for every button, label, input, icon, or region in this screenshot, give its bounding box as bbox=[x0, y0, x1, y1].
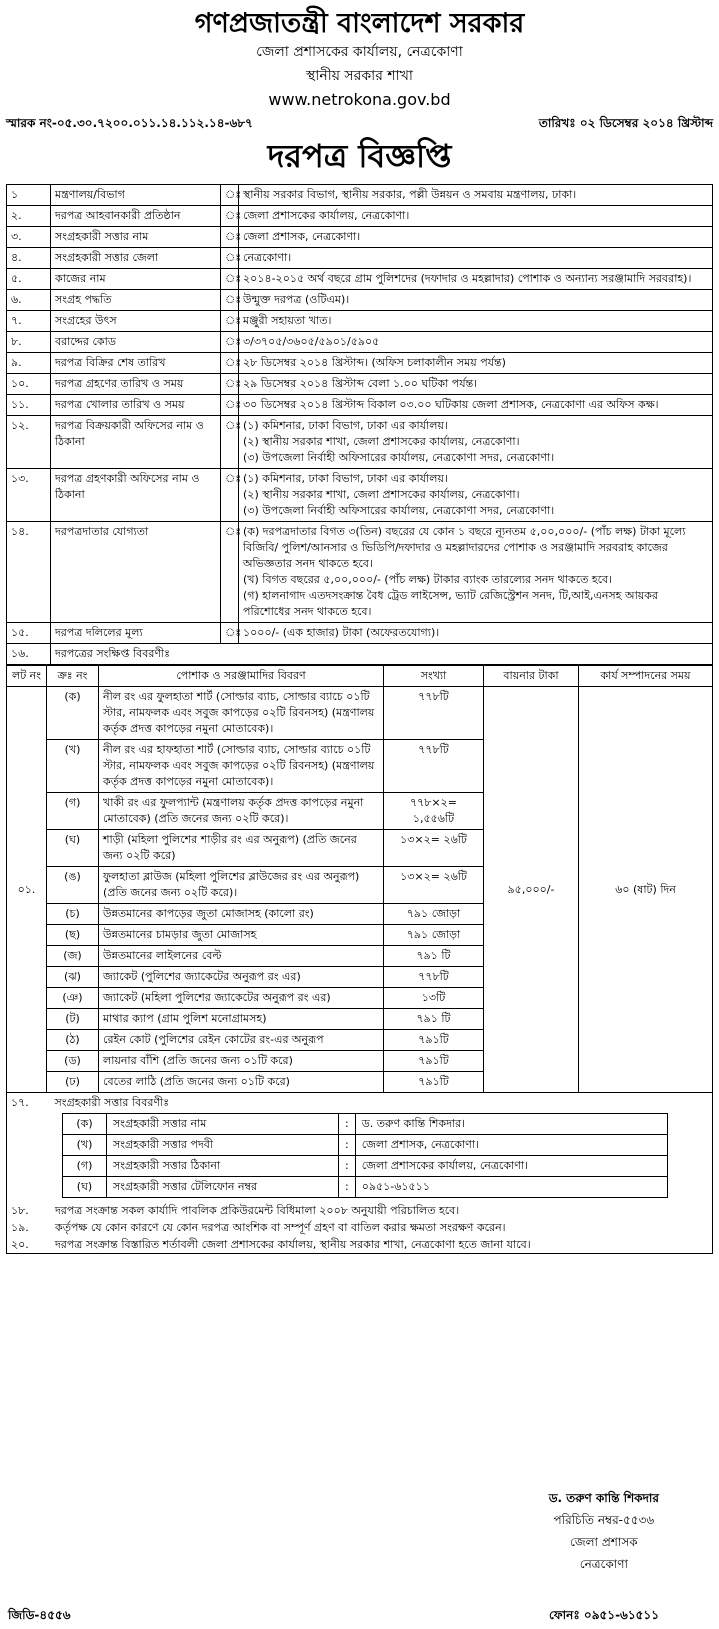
lot-number: ০১. bbox=[7, 687, 47, 1093]
item-description: জ্যাকেট (পুলিশের জ্যাকেটের অনুরূপ রং এর) bbox=[99, 967, 384, 988]
detail-row bbox=[7, 227, 713, 248]
row-value: ২৮ ডিসেম্বর ২০১৪ খ্রিস্টাব্দ। (অফিস চলাকালীন সময় পর্যন্ত) bbox=[239, 353, 713, 374]
row-number: ১৪. bbox=[7, 522, 51, 623]
row-label: দরপত্রের সংক্ষিপ্ত বিবরণীঃ bbox=[51, 644, 713, 665]
value-line: (ক) দরপত্রদাতার বিগত ৩(তিন) বছরের যে কোন ১ বছরে ন্যূনতম ৫,০০,০০০/- (পাঁচ লক্ষ) টাকা মূল্যে বিজিবি/ পুলিশ/আনসার ও ভিডিপি/দফাদার ও মহল্লাদারদের পোশাক ও সরঞ্জামাদি সরবরাহ কাজের অভিজ্ঞতার সনদ থাকতে হবে। bbox=[243, 525, 686, 570]
item-sl: (ট) bbox=[47, 1009, 99, 1030]
contact-wrapper bbox=[6, 1113, 713, 1202]
item-quantity: ১৩×২= ২৬টি bbox=[384, 867, 484, 904]
items-header-row bbox=[7, 666, 713, 687]
website-link[interactable]: www.netrokona.gov.bd bbox=[268, 90, 451, 109]
item-description: লায়নার বাঁশি (প্রতি জনের জন্য ০১টি করে) bbox=[99, 1051, 384, 1072]
row-colon: ঃ bbox=[221, 269, 239, 290]
item-sl: (চ) bbox=[47, 904, 99, 925]
phone-number: ফোনঃ ০৯৫১-৬১৫১১ bbox=[549, 1608, 659, 1622]
row-number: ১৭. bbox=[7, 1093, 51, 1113]
item-sl: (ঙ) bbox=[47, 867, 99, 904]
row-colon: ঃ bbox=[221, 332, 239, 353]
table-row bbox=[7, 687, 713, 740]
header bbox=[6, 8, 713, 112]
row-value bbox=[239, 522, 713, 623]
detail-row bbox=[7, 623, 713, 644]
row-value: ২০১৪-২০১৫ অর্থ বছরে গ্রাম পুলিশদের (দফাদার ও মহল্লাদার) পোশাক ও অন্যান্য সরঞ্জামাদি সরবরাহ)। bbox=[239, 269, 713, 290]
row-label: দরপত্র বিক্রয়কারী অফিসের নাম ও ঠিকানা bbox=[51, 416, 221, 469]
item-sl: (ঠ) bbox=[47, 1030, 99, 1051]
row-number: ৯. bbox=[7, 353, 51, 374]
row-label: দরপত্র খোলার তারিখ ও সময় bbox=[51, 395, 221, 416]
row-number: ১৫. bbox=[7, 623, 51, 644]
items-table bbox=[6, 665, 713, 1093]
item-quantity: ৭৭৮টি bbox=[384, 740, 484, 793]
row-colon: ঃ bbox=[221, 623, 239, 644]
detail-row bbox=[7, 311, 713, 332]
note-text: দরপত্র সংক্রান্ত সকল কার্যাদি পাবলিক প্রকিউরমেন্ট বিধিমালা ২০০৮ অনুযায়ী পরিচালিত হবে। bbox=[55, 1204, 460, 1217]
contact-colon: : bbox=[339, 1135, 356, 1156]
item-quantity: ৭৭৮টি bbox=[384, 967, 484, 988]
item-quantity: ১৩টি bbox=[384, 988, 484, 1009]
item-quantity: ৭৯১ জোড়া bbox=[384, 925, 484, 946]
contact-row bbox=[63, 1177, 668, 1198]
item-description: মাথার ক্যাপ (গ্রাম পুলিশ মনোগ্রামসহ) bbox=[99, 1009, 384, 1030]
row-colon: ঃ bbox=[221, 416, 239, 469]
item-sl: (ড) bbox=[47, 1051, 99, 1072]
note-row bbox=[7, 1202, 712, 1219]
contact-row bbox=[63, 1156, 668, 1177]
item-quantity: ৭৯১ টি bbox=[384, 946, 484, 967]
row-colon: ঃ bbox=[221, 395, 239, 416]
contact-row bbox=[63, 1135, 668, 1156]
branch-name: স্থানীয় সরকার শাখা bbox=[306, 68, 413, 84]
item-description: নীল রং এর হাফহাতা শার্ট (সোল্ডার ব্যাচ, সোল্ডার ব্যাচে ০১টি স্টার, নামফলক এবং সবুজ কাপড়ের ০২টি রিবনসহ) (মন্ত্রণালয় কর্তৃক প্রদত্ত কাপড়ের নমুনা মোতাবেক)। bbox=[99, 740, 384, 793]
item-quantity: ৭৯১ জোড়া bbox=[384, 904, 484, 925]
note-number: ১৯. bbox=[11, 1221, 29, 1234]
row-value: নেত্রকোণা। bbox=[239, 248, 713, 269]
row-label: সংগ্রহকারী সত্তার নাম bbox=[51, 227, 221, 248]
detail-row bbox=[7, 185, 713, 206]
item-description: উন্নতমানের চামড়ার জুতা মোজাসহ bbox=[99, 925, 384, 946]
item-quantity: ৭৯১টি bbox=[384, 1072, 484, 1093]
signature-block bbox=[549, 1487, 659, 1575]
row-value: ২৯ ডিসেম্বর ২০১৪ খ্রিস্টাব্দ বেলা ১.০০ ঘটিকা পর্যন্ত। bbox=[239, 374, 713, 395]
memo-number: স্মারক নং-০৫.৩০.৭২০০.০১১.১৪.১১২.১৪-৬৮৭ bbox=[6, 116, 253, 130]
signatory-title: জেলা প্রশাসক bbox=[570, 1535, 638, 1549]
notes-list bbox=[6, 1202, 713, 1254]
contact-value: ০৯৫১-৬১৫১১ bbox=[355, 1177, 667, 1198]
row-label: মন্ত্রণালয়/বিভাগ bbox=[51, 185, 221, 206]
item-quantity: ৭৭৮×২= ১,৫৫৬টি bbox=[384, 793, 484, 830]
row-number: ২. bbox=[7, 206, 51, 227]
row-label: সংগ্রহের উৎস bbox=[51, 311, 221, 332]
value-line: (১) কমিশনার, ঢাকা বিভাগ, ঢাকা এর কার্যালয়। bbox=[243, 472, 448, 485]
row-colon: ঃ bbox=[221, 290, 239, 311]
contact-value: ড. তরুণ কান্তি শিকদার। bbox=[355, 1114, 667, 1135]
row-label: কাজের নাম bbox=[51, 269, 221, 290]
note-text: দরপত্র সংক্রান্ত বিস্তারিত শর্তাবলী জেলা প্রশাসকের কার্যালয়, স্থানীয় সরকার শাখা, নেত্রকোণা হতে জানা যাবে। bbox=[55, 1238, 531, 1251]
item-quantity: ৭৭৮টি bbox=[384, 687, 484, 740]
contact-value: জেলা প্রশাসকের কার্যালয়, নেত্রকোণা। bbox=[355, 1156, 667, 1177]
value-line: (৩) উপজেলা নির্বাহী অফিসারের কার্যালয়, নেত্রকোণা সদর, নেত্রকোণা। bbox=[243, 504, 555, 517]
memo-line bbox=[6, 114, 713, 132]
row-value: স্থানীয় সরকার বিভাগ, স্থানীয় সরকার, পল্লী উন্নয়ন ও সমবায় মন্ত্রণালয়, ঢাকা। bbox=[239, 185, 713, 206]
earnest-money: ৯৫,০০০/- bbox=[484, 687, 579, 1093]
qty-header: সংখ্যা bbox=[384, 666, 484, 687]
contact-colon: : bbox=[339, 1114, 356, 1135]
item-sl: (ক) bbox=[47, 687, 99, 740]
office-name: জেলা প্রশাসকের কার্যালয়, নেত্রকোণা bbox=[256, 44, 463, 60]
sl-header: ক্রঃ নং bbox=[47, 666, 99, 687]
row-colon: ঃ bbox=[221, 206, 239, 227]
item-description: রেইন কোট (পুলিশের রেইন কোটের রং-এর অনুরূপ bbox=[99, 1030, 384, 1051]
item-quantity: ১৩×২= ২৬টি bbox=[384, 830, 484, 867]
contact-row bbox=[63, 1114, 668, 1135]
row-colon: ঃ bbox=[221, 248, 239, 269]
row-value: মঞ্জুরী সহায়তা খাত। bbox=[239, 311, 713, 332]
item-sl: (ঞ) bbox=[47, 988, 99, 1009]
item-description: উন্নতমানের লাইলনের বেল্ট bbox=[99, 946, 384, 967]
contact-sl: (গ) bbox=[63, 1156, 107, 1177]
note-number: ১৮. bbox=[11, 1204, 29, 1217]
item-quantity: ৭৯১টি bbox=[384, 1030, 484, 1051]
contact-label: সংগ্রহকারী সত্তার নাম bbox=[107, 1114, 339, 1135]
item-description: উন্নতমানের কাপড়ের জুতা মোজাসহ (কালো রং) bbox=[99, 904, 384, 925]
note-row bbox=[7, 1219, 712, 1236]
detail-row bbox=[7, 522, 713, 623]
row-value: ৩০ ডিসেম্বর ২০১৪ খ্রিস্টাব্দ বিকাল ০৩.০০ ঘটিকায় জেলা প্রশাসক, নেত্রকোণা এর অফিস কক্ষ। bbox=[239, 395, 713, 416]
detail-row bbox=[7, 416, 713, 469]
completion-time: ৬০ (ষাট) দিন bbox=[579, 687, 713, 1093]
row-number: ১৬. bbox=[7, 644, 51, 665]
row-colon: ঃ bbox=[221, 311, 239, 332]
signatory-name: ড. তরুণ কান্তি শিকদার bbox=[548, 1491, 659, 1505]
contact-sl: (খ) bbox=[63, 1135, 107, 1156]
contact-colon: : bbox=[339, 1177, 356, 1198]
row-label: দরপত্র দলিলের মূল্য bbox=[51, 623, 221, 644]
value-line: (খ) বিগত বছরের ৫,০০,০০০/- (পাঁচ লক্ষ) টাকার ব্যাংক তারল্যের সনদ থাকতে হবে। bbox=[243, 573, 613, 586]
page-title: দরপত্র বিজ্ঞপ্তি bbox=[267, 137, 452, 175]
row-number: ১ bbox=[7, 185, 51, 206]
value-line: (২) স্থানীয় সরকার শাখা, জেলা প্রশাসকের কার্যালয়, নেত্রকোণা। bbox=[243, 435, 520, 448]
row-number: ৪. bbox=[7, 248, 51, 269]
earnest-header: বায়নার টাকা bbox=[484, 666, 579, 687]
contact-colon: : bbox=[339, 1156, 356, 1177]
row-number: ১১. bbox=[7, 395, 51, 416]
item-description: খাকী রং এর ফুলপ্যান্ট (মন্ত্রণালয় কর্তৃক প্রদত্ত কাপড়ের নমুনা মোতাবেক) (প্রতি জনের জন্য ০২টি করে)। bbox=[99, 793, 384, 830]
row-value: উন্মুক্ত দরপত্র (ওটিএম)। bbox=[239, 290, 713, 311]
detail-row bbox=[7, 353, 713, 374]
row-number: ১২. bbox=[7, 416, 51, 469]
detail-row bbox=[7, 290, 713, 311]
row-number: ৬. bbox=[7, 290, 51, 311]
row-value bbox=[239, 469, 713, 522]
contact-sl: (ক) bbox=[63, 1114, 107, 1135]
item-description: ফুলহাতা ব্লাউজ (মহিলা পুলিশের ব্লাউজের রং এর অনুরূপ) (প্রতি জনের জন্য ০২টি করে)। bbox=[99, 867, 384, 904]
detail-row bbox=[7, 248, 713, 269]
row-number: ১৩. bbox=[7, 469, 51, 522]
row-label: সংগ্রহকারী সত্তার জেলা bbox=[51, 248, 221, 269]
value-line: (২) স্থানীয় সরকার শাখা, জেলা প্রশাসকের কার্যালয়, নেত্রকোণা। bbox=[243, 488, 520, 501]
row-value: জেলা প্রশাসকের কার্যালয়, নেত্রকোণা। bbox=[239, 206, 713, 227]
note-number: ২০. bbox=[11, 1238, 29, 1251]
contact-label: সংগ্রহকারী সত্তার ঠিকানা bbox=[107, 1156, 339, 1177]
row-number: ৩. bbox=[7, 227, 51, 248]
note-row bbox=[7, 1236, 712, 1253]
signatory-id: পরিচিতি নম্বর-৫৫৩৬ bbox=[553, 1513, 655, 1527]
row-number: ৭. bbox=[7, 311, 51, 332]
contact-sl: (ঘ) bbox=[63, 1177, 107, 1198]
row-label: দরপত্র বিক্রির শেষ তারিখ bbox=[51, 353, 221, 374]
item-sl: (গ) bbox=[47, 793, 99, 830]
row-value bbox=[239, 416, 713, 469]
lot-header: লট নং bbox=[7, 666, 47, 687]
item-description: নীল রং এর ফুলহাতা শার্ট (সোল্ডার ব্যাচ, সোল্ডার ব্যাচে ০১টি স্টার, নামফলক এবং সবুজ কাপড়ের ০২টি রিবনসহ) (মন্ত্রণালয় কর্তৃক প্রদত্ত কাপড়ের নমুনা মোতাবেক)। bbox=[99, 687, 384, 740]
detail-row bbox=[7, 206, 713, 227]
item-description: শাড়ী (মহিলা পুলিশের শাড়ীর রং এর অনুরূপ) (প্রতি জনের জন্য ০২টি করে) bbox=[99, 830, 384, 867]
row-label: দরপত্র আহবানকারী প্রতিষ্ঠান bbox=[51, 206, 221, 227]
contact-label: সংগ্রহকারী সত্তার টেলিফোন নম্বর bbox=[107, 1177, 339, 1198]
item-description: বেতের লাঠি (প্রতি জনের জন্য ০১টি করে) bbox=[99, 1072, 384, 1093]
row-colon: ঃ bbox=[221, 227, 239, 248]
gd-number: জিডি-৪৫৫৬ bbox=[8, 1608, 71, 1622]
row-label: বরাদ্দের কোড bbox=[51, 332, 221, 353]
contact-table bbox=[62, 1113, 668, 1198]
value-line: (১) কমিশনার, ঢাকা বিভাগ, ঢাকা এর কার্যালয়। bbox=[243, 419, 448, 432]
signatory-place: নেত্রকোণা bbox=[579, 1557, 628, 1571]
value-line: (গ) হালনাগাদ এতদসংক্রান্ত বৈধ ট্রেড লাইসেন্স, ভ্যাট রেজিস্ট্রেশন সনদ, টি,আই,এনসহ আয়কর পরিশোধের সনদ থাকতে হবে। bbox=[243, 589, 659, 618]
detail-row bbox=[7, 332, 713, 353]
memo-date: তারিখঃ ০২ ডিসেম্বর ২০১৪ খ্রিস্টাব্দ bbox=[538, 116, 713, 130]
row-colon: ঃ bbox=[221, 374, 239, 395]
row-number: ৫. bbox=[7, 269, 51, 290]
detail-row bbox=[7, 644, 713, 665]
item-quantity: ৭৯১টি bbox=[384, 1051, 484, 1072]
desc-header: পোশাক ও সরঞ্জামাদির বিবরণ bbox=[99, 666, 384, 687]
government-title: গণপ্রজাতন্ত্রী বাংলাদেশ সরকার bbox=[194, 8, 525, 39]
row-colon: ঃ bbox=[221, 469, 239, 522]
item-sl: (ঘ) bbox=[47, 830, 99, 867]
detail-row bbox=[7, 395, 713, 416]
row-number: ১০. bbox=[7, 374, 51, 395]
row-label: দরপত্রদাতার যোগ্যতা bbox=[51, 522, 221, 623]
note-text: কর্তৃপক্ষ যে কোন কারণে যে কোন দরপত্র আংশিক বা সম্পূর্ণ গ্রহণ বা বাতিল করার ক্ষমতা সংরক্ষণ করেন। bbox=[55, 1221, 506, 1234]
row-label: সংগ্রহকারী সত্তার বিবরণীঃ bbox=[51, 1093, 713, 1113]
row-colon: ঃ bbox=[221, 353, 239, 374]
row-value: ১০০০/- (এক হাজার) টাকা (অফেরতযোগ্য)। bbox=[239, 623, 713, 644]
item-quantity: ৭৯১ টি bbox=[384, 1009, 484, 1030]
contact-label: সংগ্রহকারী সত্তার পদবী bbox=[107, 1135, 339, 1156]
time-header: কার্য সম্পাদনের সময় bbox=[579, 666, 713, 687]
item-sl: (ঢ) bbox=[47, 1072, 99, 1093]
item-sl: (ঝ) bbox=[47, 967, 99, 988]
row-colon: ঃ bbox=[221, 185, 239, 206]
detail-row bbox=[7, 469, 713, 522]
tender-details-table bbox=[6, 184, 713, 665]
row-value: জেলা প্রশাসক, নেত্রকোণা। bbox=[239, 227, 713, 248]
item-sl: (ছ) bbox=[47, 925, 99, 946]
row-label: দরপত্র গ্রহণকারী অফিসের নাম ও ঠিকানা bbox=[51, 469, 221, 522]
item-sl: (জ) bbox=[47, 946, 99, 967]
row-label: দরপত্র গ্রহণের তারিখ ও সময় bbox=[51, 374, 221, 395]
row-colon: ঃ bbox=[221, 522, 239, 623]
row-number: ৮. bbox=[7, 332, 51, 353]
contact-value: জেলা প্রশাসক, নেত্রকোণা। bbox=[355, 1135, 667, 1156]
item-description: জ্যাকেট (মহিলা পুলিশের জ্যাকেটের অনুরূপ রং এর) bbox=[99, 988, 384, 1009]
detail-row bbox=[7, 269, 713, 290]
item-sl: (খ) bbox=[47, 740, 99, 793]
procuring-entity-row bbox=[6, 1093, 713, 1113]
row-label: সংগ্রহ পদ্ধতি bbox=[51, 290, 221, 311]
detail-row bbox=[7, 374, 713, 395]
value-line: (৩) উপজেলা নির্বাহী অফিসারের কার্যালয়, নেত্রকোণা সদর, নেত্রকোণা। bbox=[243, 451, 555, 464]
row-value: ৩/৩৭০৫/৩৬০৫/৫৯০১/৫৯০৫ bbox=[239, 332, 713, 353]
